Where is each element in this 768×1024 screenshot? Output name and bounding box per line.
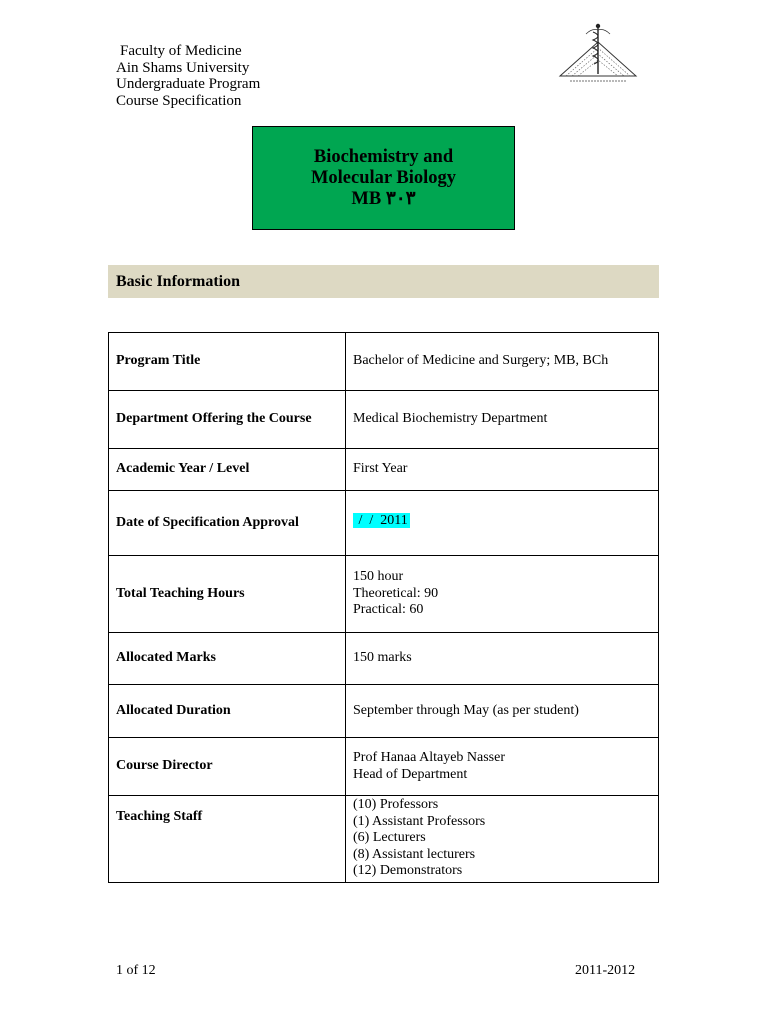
row-label: Total Teaching Hours [109,556,346,633]
row-label: Allocated Duration [109,685,346,738]
course-title-line-1: Biochemistry and [313,146,454,167]
course-code: MB ٣٠٣ [351,188,416,209]
table-row [109,633,659,685]
basic-information-table [108,332,659,883]
teaching-hours-practical: Practical: 60 [353,602,424,618]
section-heading-label: Basic Information [116,272,240,290]
row-value: First Year [346,449,659,491]
row-value: September through May (as per student) [346,685,659,738]
faculty-name: Faculty of Medicine [120,43,242,59]
table-row [109,333,659,391]
course-title-line-2: Molecular Biology [310,167,457,188]
row-label: Teaching Staff [109,796,346,883]
course-director-role: Head of Department [353,766,468,782]
table-row [109,738,659,796]
staff-lecturers: (6) Lecturers [353,830,426,845]
program-name: Undergraduate Program [116,76,261,92]
row-value [346,738,659,796]
row-label: Course Director [109,738,346,796]
course-director-name: Prof Hanaa Altayeb Nasser [353,750,506,765]
table-row [109,685,659,738]
table-row [109,491,659,556]
staff-assistant-professors: (1) Assistant Professors [353,813,486,829]
university-name: Ain Shams University [116,59,250,76]
row-value [346,796,659,883]
approval-date-value: / / 2011 [355,513,408,528]
academic-year-footer: 2011-2012 [575,963,636,978]
row-value: 150 marks [346,633,659,685]
course-title-box [252,126,515,230]
row-label: Date of Specification Approval [109,491,346,556]
row-label: Allocated Marks [109,633,346,685]
row-label: Program Title [109,333,346,391]
row-label: Academic Year / Level [109,449,346,491]
row-value [346,556,659,633]
institution-header [116,43,260,109]
table-row [109,449,659,491]
teaching-hours-total: 150 hour [353,569,404,585]
staff-demonstrators: (12) Demonstrators [353,863,463,878]
teaching-hours-theoretical: Theoretical: 90 [353,585,439,601]
row-value [346,491,659,556]
table-row [109,796,659,883]
section-heading [108,265,659,298]
page-number: 1 of 12 [116,963,156,978]
university-emblem-icon [556,20,640,86]
table-row [109,556,659,633]
staff-assistant-lecturers: (8) Assistant lecturers [353,846,476,862]
row-value: Bachelor of Medicine and Surgery; MB, BCh [346,333,659,391]
table-row [109,391,659,449]
staff-professors: (10) Professors [353,797,439,812]
row-value: Medical Biochemistry Department [346,391,659,449]
document-type: Course Specification [116,92,242,109]
row-label: Department Offering the Course [109,391,346,449]
